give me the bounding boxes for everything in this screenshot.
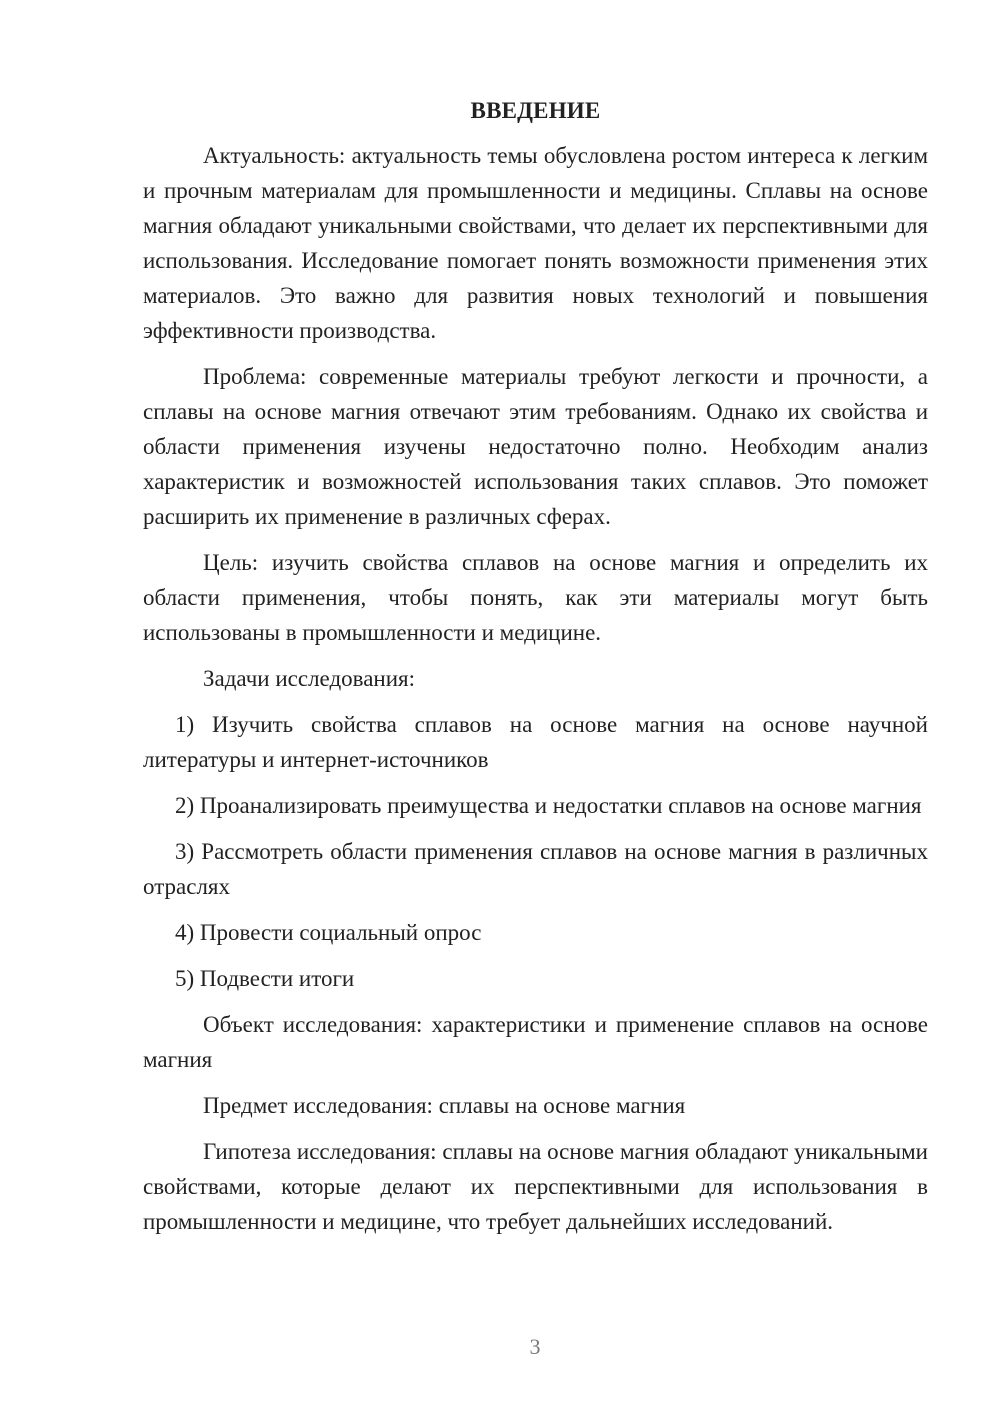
document-body bbox=[143, 96, 928, 1250]
paragraph-problem: Проблема: современные материалы требуют легкости и прочности, а сплавы на основе магния отвечают этим требованиям. Однако их свойства и области применения изучены недостаточно полно. Необходим анализ характеристик и возможностей использования таких сплавов. Это поможет расширить их применение в различных сферах. bbox=[143, 364, 928, 529]
section-title: ВВЕДЕНИЕ bbox=[470, 98, 601, 123]
task-item-1: 1) Изучить свойства сплавов на основе магния на основе научной литературы и интернет-источников bbox=[143, 712, 928, 772]
paragraph-relevance: Актуальность: актуальность темы обусловлена ростом интереса к легким и прочным материалам для промышленности и медицины. Сплавы на основе магния обладают уникальными свойствами, что делает их перспективными для использования. Исследование помогает понять возможности применения этих материалов. Это важно для развития новых технологий и повышения эффективности производства. bbox=[143, 143, 928, 343]
task-item-4: 4) Провести социальный опрос bbox=[175, 920, 482, 945]
tasks-heading: Задачи исследования: bbox=[203, 666, 416, 691]
paragraph-hypothesis: Гипотеза исследования: сплавы на основе магния обладают уникальными свойствами, которые делают их перспективными для использования в промышленности и медицине, что требует дальнейших исследований. bbox=[143, 1139, 928, 1234]
paragraph-goal: Цель: изучить свойства сплавов на основе магния и определить их области применения, чтобы понять, как эти материалы могут быть использованы в промышленности и медицине. bbox=[143, 550, 928, 645]
paragraph-object: Объект исследования: характеристики и применение сплавов на основе магния bbox=[143, 1012, 928, 1072]
task-item-3: 3) Рассмотреть области применения сплавов на основе магния в различных отраслях bbox=[143, 839, 928, 899]
page-number: 3 bbox=[529, 1334, 541, 1359]
paragraph-subject: Предмет исследования: сплавы на основе магния bbox=[203, 1093, 686, 1118]
task-item-2: 2) Проанализировать преимущества и недостатки сплавов на основе магния bbox=[175, 793, 922, 818]
task-item-5: 5) Подвести итоги bbox=[175, 966, 355, 991]
